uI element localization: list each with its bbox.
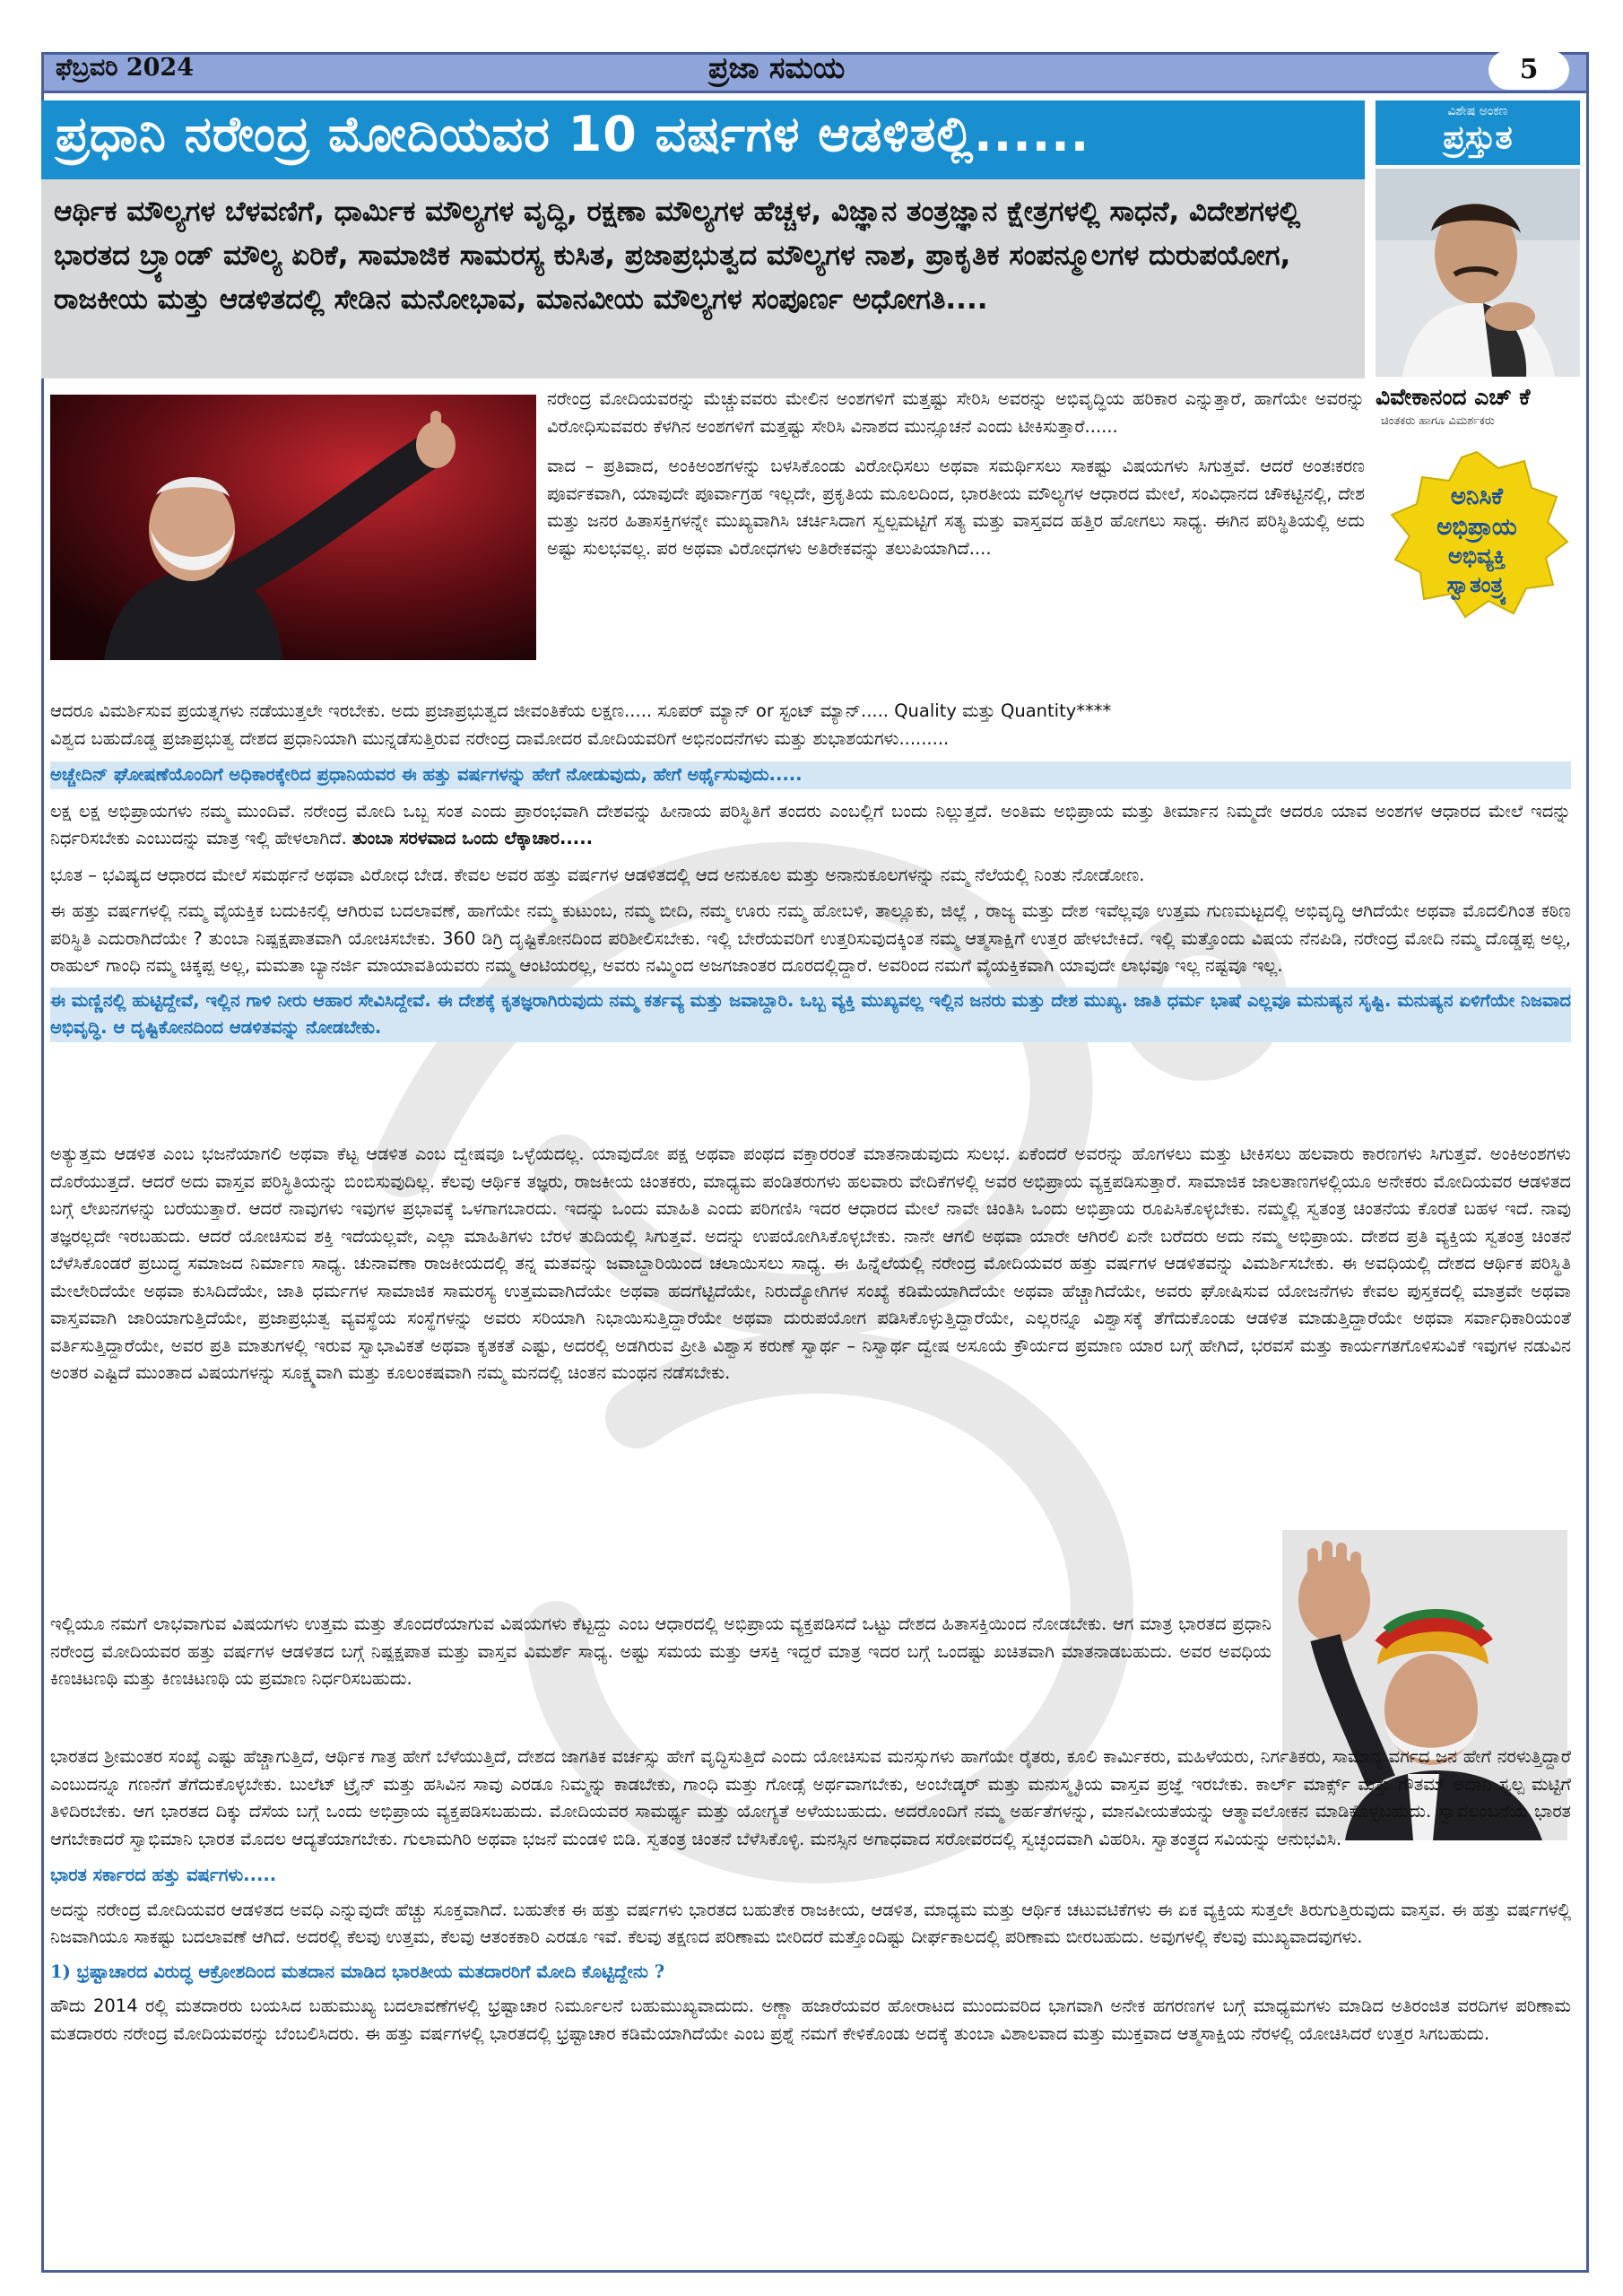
question-1: 1) ಭ್ರಷ್ಟಾಚಾರದ ವಿರುದ್ಧ ಆಕ್ರೋಶದಿಂದ ಮತದಾನ ಮಾಡಿದ ಭಾರತೀಯ ಮತದಾರರಿಗೆ ಮೋದಿ ಕೊಟ್ಟಿದ್ದೇನು ?: [50, 1961, 665, 1982]
subheading-achhe-din: ಅಚ್ಚೇದಿನ್ ಘೋಷಣೆಯೊಂದಿಗೆ ಅಧಿಕಾರಕ್ಕೇರಿದ ಪ್ರಧಾನಿಯವರ ಈ ಹತ್ತು ವರ್ಷಗಳನ್ನು ಹೇಗೆ ನೋಡುವುದು, ಹೇಗೆ ಅರ್ಥೈಸುವುದು.....: [50, 761, 1571, 789]
article-body-bottom: [50, 1744, 1571, 2048]
issue-date: ಫೆಬ್ರವರಿ 2024: [56, 54, 194, 82]
headline: ಪ್ರಧಾನಿ ನರೇಂದ್ರ ಮೋದಿಯವರ 10 ವರ್ಷಗಳ ಆಡಳಿತಲ್ಲಿ......: [56, 106, 1090, 162]
photo-modi-thumbs-up: [50, 395, 536, 660]
paragraph-4: ವಿಶ್ವದ ಬಹುದೊಡ್ಡ ಪ್ರಜಾಪ್ರಭುತ್ವ ದೇಶದ ಪ್ರಧಾನಿಯಾಗಿ ಮುನ್ನಡೆಸುತ್ತಿರುವ ನರೇಂದ್ರ ದಾಮೋದರ ಮೋದಿಯವರಿಗೆ ಅಭಿನಂದನೆಗಳು ಮತ್ತು ಶುಭಾಶಯಗಳು.........: [50, 727, 950, 749]
highlight-soil: ಈ ಮಣ್ಣಿನಲ್ಲಿ ಹುಟ್ಟಿದ್ದೇವೆ, ಇಲ್ಲಿನ ಗಾಳಿ ನೀರು ಆಹಾರ ಸೇವಿಸಿದ್ದೇವೆ. ಈ ದೇಶಕ್ಕೆ ಕೃತಜ್ಞರಾಗಿರುವುದು ನಮ್ಮ ಕರ್ತವ್ಯ ಮತ್ತು ಜವಾಬ್ದಾರಿ. ಒಬ್ಬ ವ್ಯಕ್ತಿ ಮುಖ್ಯವಲ್ಲ ಇಲ್ಲಿನ ಜನರು ಮತ್ತು ದೇಶ ಮುಖ್ಯ. ಜಾತಿ ಧರ್ಮ ಭಾಷೆ ಎಲ್ಲವೂ ಮನುಷ್ಯನ ಸೃಷ್ಟಿ. ಮನುಷ್ಯನ ಏಳಿಗೆಯೇ ನಿಜವಾದ ಅಭಿವೃದ್ಧಿ. ಆ ದೃಷ್ಟಿಕೋನದಿಂದ ಆಡಳಿತವನ್ನು ನೋಡಬೇಕು.: [50, 987, 1571, 1042]
special-column-big: ಪ್ರಸ್ತುತ: [1443, 119, 1513, 156]
author-photo: [1376, 169, 1580, 377]
paragraph-12: ಹೌದು 2014 ರಲ್ಲಿ ಮತದಾರರು ಬಯಸಿದ ಬಹುಮುಖ್ಯ ಬದಲಾವಣೆಗಳಲ್ಲಿ ಭ್ರಷ್ಟಾಚಾರ ನಿರ್ಮೂಲನೆ ಬಹುಮುಖ್ಯವಾದುದು. ಅಣ್ಣಾ ಹಜಾರೆಯವರ ಹೋರಾಟದ ಮುಂದುವರಿದ ಭಾಗವಾಗಿ ಅನೇಕ ಹಗರಣಗಳ ಬಗ್ಗೆ ಮಾಧ್ಯಮಗಳು ಮಾಡಿದ ಅತಿರಂಜಿತ ವರದಿಗಳ ಪರಿಣಾಮ ಮತದಾರರು ನರೇಂದ್ರ ಮೋದಿಯವರನ್ನು ಬೆಂಬಲಿಸಿದರು. ಈ ಹತ್ತು ವರ್ಷಗಳಲ್ಲಿ ಭಾರತದಲ್ಲಿ ಭ್ರಷ್ಟಾಚಾರ ಕಡಿಮೆಯಾಗಿದೆಯೇ ಎಂಬ ಪ್ರಶ್ನೆ ನಮಗೆ ಕೇಳಿಕೊಂಡು ಅದಕ್ಕೆ ತುಂಬಾ ವಿಶಾಲವಾದ ಮತ್ತು ಮುಕ್ತವಾದ ಆತ್ಮಸಾಕ್ಷಿಯ ನೆರಳಲ್ಲಿ ಯೋಚಿಸಿದರೆ ಉತ್ತರ ಸಿಗಬಹುದು.: [50, 1996, 1571, 2044]
author-role: ಚಿಂತಕರು ಹಾಗೂ ವಿಮರ್ಶಕರು: [1381, 414, 1495, 428]
special-column-small: ವಿಶೇಷ ಅಂಕಣ: [1447, 104, 1508, 118]
page-number: 5: [1488, 50, 1569, 90]
paragraph-5-text: ಲಕ್ಷ ಲಕ್ಷ ಅಭಿಪ್ರಾಯಗಳು ನಮ್ಮ ಮುಂದಿವೆ. ನರೇಂದ್ರ ಮೋದಿ ಒಬ್ಬ ಸಂತ ಎಂದು ಪ್ರಾರಂಭವಾಗಿ ದೇಶವನ್ನು ಹೀನಾಯ ಪರಿಸ್ಥಿತಿಗೆ ತಂದರು ಎಂಬಲ್ಲಿಗೆ ಬಂದು ನಿಲ್ಲುತ್ತದೆ. ಅಂತಿಮ ಅಭಿಪ್ರಾಯ ಮತ್ತು ತೀರ್ಮಾನ ನಿಮ್ಮದೇ ಆದರೂ ಯಾವ ಅಂಶಗಳ ಆಧಾರದ ಮೇಲೆ ಇದನ್ನು ನಿರ್ಧರಿಸಬೇಕು ಎಂಬುದನ್ನು ಮಾತ್ರ ಇಲ್ಲಿ ಹೇಳಲಾಗಿದೆ.: [50, 800, 1571, 848]
badge-line-3: ಅಭಿವ್ಯಕ್ತಿ: [1448, 544, 1506, 569]
summary-text: ಆರ್ಥಿಕ ಮೌಲ್ಯಗಳ ಬೆಳವಣಿಗೆ, ಧಾರ್ಮಿಕ ಮೌಲ್ಯಗಳ ವೃದ್ಧಿ, ರಕ್ಷಣಾ ಮೌಲ್ಯಗಳ ಹೆಚ್ಚಳ, ವಿಜ್ಞಾನ ತಂತ್ರಜ್ಞಾನ ಕ್ಷೇತ್ರಗಳಲ್ಲಿ ಸಾಧನೆ, ವಿದೇಶಗಳಲ್ಲಿ ಭಾರತದ ಬ್ರ್ಯಾಂಡ್ ಮೌಲ್ಯ ಏರಿಕೆ, ಸಾಮಾಜಿಕ ಸಾಮರಸ್ಯ ಕುಸಿತ, ಪ್ರಜಾಪ್ರಭುತ್ವದ ಮೌಲ್ಯಗಳ ನಾಶ, ಪ್ರಾಕೃತಿಕ ಸಂಪನ್ಮೂಲಗಳ ದುರುಪಯೋಗ, ರಾಜಕೀಯ ಮತ್ತು ಆಡಳಿತದಲ್ಲಿ ಸೇಡಿನ ಮನೋಭಾವ, ಮಾನವೀಯ ಮೌಲ್ಯಗಳ ಸಂಪೂರ್ಣ ಅಧೋಗತಿ....: [54, 196, 1301, 316]
paragraph-5: [50, 798, 1571, 853]
article-body-middle: [50, 1141, 1571, 1387]
paragraph-8: ಅತ್ಯುತ್ತಮ ಆಡಳಿತ ಎಂಬ ಭಜನೆಯಾಗಲಿ ಅಥವಾ ಕೆಟ್ಟ ಆಡಳಿತ ಎಂಬ ದ್ವೇಷವೂ ಒಳ್ಳೆಯದಲ್ಲ. ಯಾವುದೋ ಪಕ್ಷ ಅಥವಾ ಪಂಥದ ವಕ್ತಾರರಂತೆ ಮಾತನಾಡುವುದು ಸುಲಭ. ಏಕೆಂದರೆ ಅವರನ್ನು ಹೊಗಳಲು ಮತ್ತು ಟೀಕಿಸಲು ಹಲವಾರು ಕಾರಣಗಳು ಸಿಗುತ್ತವೆ. ಅಂಕಿಅಂಶಗಳು ದೊರೆಯುತ್ತದೆ. ಆದರೆ ಅದು ವಾಸ್ತವ ಪರಿಸ್ಥಿತಿಯನ್ನು ಬಿಂಬಿಸುವುದಿಲ್ಲ. ಕೆಲವು ಆರ್ಥಿಕ ತಜ್ಞರು, ರಾಜಕೀಯ ಚಿಂತಕರು, ಮಾಧ್ಯಮ ಪಂಡಿತರುಗಳು ಹಲವಾರು ವೇದಿಕೆಗಳಲ್ಲಿ ಅವರ ಅಭಿಪ್ರಾಯ ವ್ಯಕ್ತಪಡಿಸುತ್ತಾರೆ. ಸಾಮಾಜಿಕ ಜಾಲತಾಣಗಳಲ್ಲಿಯೂ ಅನೇಕರು ಮೋದಿಯವರ ಆಡಳಿತದ ಬಗ್ಗೆ ಲೇಖನಗಳನ್ನು ಬರೆಯುತ್ತಾರೆ. ಆದರೆ ನಾವುಗಳು ಇವುಗಳ ಪ್ರಭಾವಕ್ಕೆ ಒಳಗಾಗಬಾರದು. ಇದನ್ನು ಒಂದು ಮಾಹಿತಿ ಎಂದು ಪರಿಗಣಿಸಿ ಇದರ ಆಧಾರದ ಮೇಲೆ ನಾವೇ ಚಿಂತಿಸಿ ಒಂದು ಅಭಿಪ್ರಾಯ ರೂಪಿಸಿಕೊಳ್ಳಬೇಕು. ನಮ್ಮಲ್ಲಿ ಸ್ವತಂತ್ರ ಚಿಂತನೆಯ ಕೊರತೆ ಬಹಳ ಇದೆ. ನಾವು ತಜ್ಞರಲ್ಲದೇ ಇರಬಹುದು. ಆದರೆ ಯೋಚಿಸುವ ಶಕ್ತಿ ಇದೆಯಲ್ಲವೇ, ಎಲ್ಲಾ ಮಾಹಿತಿಗಳು ಬೆರಳ ತುದಿಯಲ್ಲಿ ಸಿಗುತ್ತವೆ. ಅದನ್ನು ಉಪಯೋಗಿಸಿಕೊಳ್ಳಬೇಕು. ನಾನೇ ಆಗಲಿ ಅಥವಾ ಯಾರೇ ಆಗಿರಲಿ ಏನೇ ಬರೆದರು ಅದು ನಮ್ಮ ಅಭಿಪ್ರಾಯ. ದೇಶದ ಪ್ರತಿ ವ್ಯಕ್ತಿಯ ಸ್ವತಂತ್ರ ಚಿಂತನೆ ಬೆಳೆಸಿಕೊಂಡರೆ ಪ್ರಬುದ್ಧ ಸಮಾಜದ ನಿರ್ಮಾಣ ಸಾಧ್ಯ. ಚುನಾವಣಾ ರಾಜಕೀಯದಲ್ಲಿ ತನ್ನ ಮತವನ್ನು ಜವಾಬ್ದಾರಿಯಿಂದ ಚಲಾಯಿಸಲು ಸಾಧ್ಯ. ಈ ಹಿನ್ನೆಲೆಯಲ್ಲಿ ನರೇಂದ್ರ ಮೋದಿಯವರ ಹತ್ತು ವರ್ಷಗಳ ಆಡಳಿತವನ್ನು ವಿಮರ್ಶಿಸಬೇಕು. ಈ ಅವಧಿಯಲ್ಲಿ ದೇಶದ ಆರ್ಥಿಕ ಪರಿಸ್ಥಿತಿ ಮೇಲೇರಿದೆಯೇ ಅಥವಾ ಕುಸಿದಿದೆಯೇ, ಜಾತಿ ಧರ್ಮಗಳ ಸಾಮಾಜಿಕ ಸಾಮರಸ್ಯ ಉತ್ತಮವಾಗಿದೆಯೇ ಅಥವಾ ಹದಗೆಟ್ಟಿದೆಯೇ, ನಿರುದ್ಯೋಗಿಗಳ ಸಂಖ್ಯೆ ಕಡಿಮೆಯಾಗಿದೆಯೇ ಅಥವಾ ಹೆಚ್ಚಾಗಿದೆಯೇ, ಅವರು ಘೋಷಿಸುವ ಯೋಜನೆಗಳು ಕೇವಲ ಪುಸ್ತಕದಲ್ಲಿ ಮಾತ್ರವೇ ಅಥವಾ ವಾಸ್ತವವಾಗಿ ಜಾರಿಯಾಗುತ್ತಿದೆಯೇ, ಪ್ರಜಾಪ್ರಭುತ್ವ ವ್ಯವಸ್ಥೆಯ ಸಂಸ್ಥೆಗಳನ್ನು ಅವರು ಸರಿಯಾಗಿ ನಿಭಾಯಿಸುತ್ತಿದ್ದಾರೆಯೇ ಅಥವಾ ದುರುಪಯೋಗ ಪಡಿಸಿಕೊಳ್ಳುತ್ತಿದ್ದಾರೆಯೇ, ಎಲ್ಲರನ್ನೂ ವಿಶ್ವಾಸಕ್ಕೆ ತೆಗೆದುಕೊಂಡು ಆಡಳಿತ ಮಾಡುತ್ತಿದ್ದಾರೆಯೇ ಅಥವಾ ಸರ್ವಾಧಿಕಾರಿಯಂತೆ ವರ್ತಿಸುತ್ತಿದ್ದಾರೆಯೇ, ಅವರ ಪ್ರತಿ ಮಾತುಗಳಲ್ಲಿ ಇರುವ ಸ್ವಾಭಾವಿಕತೆ ಅಥವಾ ಕೃತಕತೆ ಎಷ್ಟು, ಅದರಲ್ಲಿ ಅಡಗಿರುವ ಪ್ರೀತಿ ವಿಶ್ವಾಸ ಕರುಣೆ ಸ್ವಾರ್ಥ – ನಿಸ್ವಾರ್ಥ ದ್ವೇಷ ಅಸೂಯೆ ಕ್ರೌರ್ಯದ ಪ್ರಮಾಣ ಯಾರ ಬಗ್ಗೆ ಹೇಗಿದೆ, ಭರವಸೆ ಮತ್ತು ಕಾರ್ಯಗತಗೊಳಿಸುವಿಕೆ ಇವುಗಳ ನಡುವಿನ ಅಂತರ ಎಷ್ಟಿದೆ ಮುಂತಾದ ವಿಷಯಗಳನ್ನು ಸೂಕ್ಷ್ಮವಾಗಿ ಮತ್ತು ಕೂಲಂಕಷವಾಗಿ ನಮ್ಮ ಮನದಲ್ಲಿ ಚಿಂತನ ಮಂಥನ ನಡೆಸಬೇಕು.: [50, 1144, 1571, 1383]
intro-paragraph-2: ವಾದ – ಪ್ರತಿವಾದ, ಅಂಕಿಅಂಶಗಳನ್ನು ಬಳಸಿಕೊಂಡು ವಿರೋಧಿಸಲು ಅಥವಾ ಸಮರ್ಥಿಸಲು ಸಾಕಷ್ಟು ವಿಷಯಗಳು ಸಿಗುತ್ತವೆ. ಆದರೆ ಅಂತಃಕರಣ ಪೂರ್ವಕವಾಗಿ, ಯಾವುದೇ ಪೂರ್ವಾಗ್ರಹ ಇಲ್ಲದೇ, ಪ್ರಕೃತಿಯ ಮೂಲದಿಂದ, ಭಾರತೀಯ ಮೌಲ್ಯಗಳ ಆಧಾರದ ಮೇಲೆ, ಸಂವಿಧಾನದ ಚೌಕಟ್ಟಿನಲ್ಲಿ, ದೇಶ ಮತ್ತು ಜನರ ಹಿತಾಸಕ್ತಿಗಳನ್ನೇ ಮುಖ್ಯವಾಗಿಸಿ ಚರ್ಚಿಸಿದಾಗ ಸ್ವಲ್ಪಮಟ್ಟಿಗೆ ಸತ್ಯ ಮತ್ತು ವಾಸ್ತವದ ಹತ್ತಿರ ಹೋಗಲು ಸಾಧ್ಯ. ಈಗಿನ ಪರಿಸ್ಥಿತಿಯಲ್ಲಿ ಅದು ಅಷ್ಟು ಸುಲಭವಲ್ಲ. ಪರ ಅಥವಾ ವಿರೋಧಗಳು ಅತಿರೇಕವನ್ನು ತಲುಪಿಯಾಗಿದೆ....: [547, 456, 1365, 559]
badge-line-1: ಅನಿಸಿಕೆ: [1450, 483, 1504, 510]
intro-paragraph-1: ನರೇಂದ್ರ ಮೋದಿಯವರನ್ನು ಮೆಚ್ಚುವವರು ಮೇಲಿನ ಅಂಶಗಳಿಗೆ ಮತ್ತಷ್ಟು ಸೇರಿಸಿ ಅವರನ್ನು ಅಭಿವೃದ್ಧಿಯ ಹರಿಕಾರ ಎನ್ನುತ್ತಾರೆ, ಹಾಗೆಯೇ ಅವರನ್ನು ವಿರೋಧಿಸುವವರು ಕೆಳಗಿನ ಅಂಶಗಳಿಗೆ ಮತ್ತಷ್ಟು ಸೇರಿಸಿ ವಿನಾಶದ ಮುನ್ಸೂಚನೆ ಎಂದು ಟೀಕಿಸುತ್ತಾರೆ......: [547, 388, 1365, 437]
article-body-wrapped: [50, 1611, 1271, 1693]
opinion-badge: [1379, 448, 1575, 619]
paragraph-7: ಈ ಹತ್ತು ವರ್ಷಗಳಲ್ಲಿ ನಮ್ಮ ವೈಯಕ್ತಿಕ ಬದುಕಿನಲ್ಲಿ ಆಗಿರುವ ಬದಲಾವಣೆ, ಹಾಗೆಯೇ ನಮ್ಮ ಕುಟುಂಬ, ನಮ್ಮ ಬೀದಿ, ನಮ್ಮ ಊರು ನಮ್ಮ ಹೋಬಳಿ, ತಾಲ್ಲೂಕು, ಜಿಲ್ಲೆ , ರಾಜ್ಯ ಮತ್ತು ದೇಶ ಇವೆಲ್ಲವೂ ಉತ್ತಮ ಗುಣಮಟ್ಟದಲ್ಲಿ ಅಭಿವೃದ್ಧಿ ಆಗಿದೆಯೇ ಅಥವಾ ಮೊದಲಿಗಿಂತ ಕಠಿಣ ಪರಿಸ್ಥಿತಿ ಎದುರಾಗಿದೆಯೇ ? ತುಂಬಾ ನಿಷ್ಪಕ್ಷಪಾತವಾಗಿ ಯೋಚಿಸಬೇಕು. 360 ಡಿಗ್ರಿ ದೃಷ್ಟಿಕೋನದಿಂದ ಪರಿಶೀಲಿಸಬೇಕು. ಇಲ್ಲಿ ಬೇರೆಯವರಿಗೆ ಉತ್ತರಿಸುವುದಕ್ಕಿಂತ ನಮ್ಮ ಆತ್ಮಸಾಕ್ಷಿಗೆ ಉತ್ತರ ಹೇಳಬೇಕಿದೆ. ಇಲ್ಲಿ ಮತ್ತೊಂದು ವಿಷಯ ನೆನಪಿಡಿ, ನರೇಂದ್ರ ಮೋದಿ ನಮ್ಮ ದೊಡ್ಡಪ್ಪ ಅಲ್ಲ, ರಾಹುಲ್ ಗಾಂಧಿ ನಮ್ಮ ಚಿಕ್ಕಪ್ಪ ಅಲ್ಲ, ಮಮತಾ ಬ್ಯಾನರ್ಜಿ ಮಾಯಾವತಿಯವರು ನಮ್ಮ ಆಂಟಿಯರಲ್ಲ, ಅವರು ನಮ್ಮಿಂದ ಅಜಗಜಾಂತರ ದೂರದಲ್ಲಿದ್ದಾರೆ. ಅವರಿಂದ ನಮಗೆ ವೈಯಕ್ತಿಕವಾಗಿ ಯಾವುದೇ ಲಾಭವೂ ಇಲ್ಲ ನಷ್ಟವೂ ಇಲ್ಲ.: [50, 900, 1571, 976]
subheading-ten-years: ಭಾರತ ಸರ್ಕಾರದ ಹತ್ತು ವರ್ಷಗಳು.....: [50, 1865, 277, 1885]
badge-line-4: ಸ್ವಾತಂತ್ರ್ಯ: [1446, 572, 1507, 597]
paragraph-11: ಅದನ್ನು ನರೇಂದ್ರ ಮೋದಿಯವರ ಆಡಳಿತದ ಅವಧಿ ಎನ್ನುವುದೇ ಹೆಚ್ಚು ಸೂಕ್ತವಾಗಿದೆ. ಬಹುತೇಕ ಈ ಹತ್ತು ವರ್ಷಗಳು ಭಾರತದ ಬಹುತೇಕ ರಾಜಕೀಯ, ಆಡಳಿತ, ಮಾಧ್ಯಮ ಮತ್ತು ಆರ್ಥಿಕ ಚಟುವಟಿಕೆಗಳು ಈ ಏಕ ವ್ಯಕ್ತಿಯ ಸುತ್ತಲೇ ತಿರುಗುತ್ತಿರುವುದು ವಾಸ್ತವ. ಈ ಹತ್ತು ವರ್ಷಗಳಲ್ಲಿ ನಿಜವಾಗಿಯೂ ಸಾಕಷ್ಟು ಬದಲಾವಣೆ ಆಗಿದೆ. ಅದರಲ್ಲಿ ಕೆಲವು ಉತ್ತಮ, ಕೆಲವು ಆತಂಕಕಾರಿ ಎರಡೂ ಇವೆ. ಕೆಲವು ತಕ್ಷಣದ ಪರಿಣಾಮ ಬೀರಿದರೆ ಮತ್ತೊಂದಿಷ್ಟು ದೀರ್ಘಕಾಲದಲ್ಲಿ ಪರಿಣಾಮ ಬೀರಬಹುದು. ಅವುಗಳಲ್ಲಿ ಕೆಲವು ಮುಖ್ಯವಾದವುಗಳು.: [50, 1899, 1571, 1947]
intro-column: [547, 386, 1365, 562]
paragraph-10: ಭಾರತದ ಶ್ರೀಮಂತರ ಸಂಖ್ಯೆ ಎಷ್ಟು ಹೆಚ್ಚಾಗುತ್ತಿದೆ, ಆರ್ಥಿಕ ಗಾತ್ರ ಹೇಗೆ ಬೆಳೆಯುತ್ತಿದೆ, ದೇಶದ ಜಾಗತಿಕ ವರ್ಚಸ್ಸು ಹೇಗೆ ವೃದ್ಧಿಸುತ್ತಿದೆ ಎಂದು ಯೋಚಿಸುವ ಮನಸ್ಸುಗಳು ಹಾಗೆಯೇ ರೈತರು, ಕೂಲಿ ಕಾರ್ಮಿಕರು, ಮಹಿಳೆಯರು, ನಿರ್ಗತಿಕರು, ಸಾಮಾನ್ಯ ವರ್ಗದ ಜನ ಹೇಗೆ ನರಳುತ್ತಿದ್ದಾರೆ ಎಂಬುದನ್ನೂ ಗಣನೆಗೆ ತೆಗೆದುಕೊಳ್ಳಬೇಕು. ಬುಲೆಟ್ ಟ್ರೈನ್ ಮತ್ತು ಹಸಿವಿನ ಸಾವು ಎರಡೂ ನಿಮ್ಮನ್ನು ಕಾಡಬೇಕು, ಗಾಂಧಿ ಮತ್ತು ಗೋಡ್ಸೆ ಅರ್ಥವಾಗಬೇಕು, ಅಂಬೇಡ್ಕರ್ ಮತ್ತು ಮನುಸ್ಮೃತಿಯ ವಾಸ್ತವ ಪ್ರಜ್ಞೆ ಇರಬೇಕು. ಕಾರ್ಲ್ ಮಾರ್ಕ್ಸ್ ಮತ್ತು ಗೌತಮ್ ಅದಾನಿ ಸ್ವಲ್ಪ ಮಟ್ಟಿಗೆ ತಿಳಿದಿರಬೇಕು. ಆಗ ಭಾರತದ ದಿಕ್ಕು ದೆಸೆಯ ಬಗ್ಗೆ ಒಂದು ಅಭಿಪ್ರಾಯ ವ್ಯಕ್ತಪಡಿಸಬಹುದು. ಮೋದಿಯವರ ಸಾಮರ್ಥ್ಯ ಮತ್ತು ಯೋಗ್ಯತೆ ಅಳೆಯಬಹುದು. ಅದರೊಂದಿಗೆ ನಮ್ಮ ಅರ್ಹತೆಗಳನ್ನು, ಮಾನವೀಯತೆಯನ್ನು ಆತ್ಮಾವಲೋಕನ ಮಾಡಿಕೊಳ್ಳಬಹುದು. ಸ್ವಾವಲಂಬನೆಯ ಭಾರತ ಆಗಬೇಕಾದರೆ ಸ್ವಾಭಿಮಾನಿ ಭಾರತ ಮೊದಲ ಆದ್ಯತೆಯಾಗಬೇಕು. ಗುಲಾಮಗಿರಿ ಅಥವಾ ಭಜನೆ ಮಂಡಳಿ ಬಿಡಿ. ಸ್ವತಂತ್ರ ಚಿಂತನೆ ಬೆಳೆಸಿಕೊಳ್ಳಿ. ಮನಸ್ಸಿನ ಅಗಾಧವಾದ ಸರೋವರದಲ್ಲಿ ಸ್ವಚ್ಛಂದವಾಗಿ ವಿಹರಿಸಿ. ಸ್ವಾತಂತ್ರ್ಯದ ಸವಿಯನ್ನು ಅನುಭವಿಸಿ.: [50, 1746, 1572, 1849]
author-name: ವಿವೇಕಾನಂದ ಎಚ್ ಕೆ: [1376, 384, 1531, 410]
paragraph-6: ಭೂತ – ಭವಿಷ್ಯದ ಆಧಾರದ ಮೇಲೆ ಸಮರ್ಥನೆ ಅಥವಾ ವಿರೋಧ ಬೇಡ. ಕೇವಲ ಅವರ ಹತ್ತು ವರ್ಷಗಳ ಆಡಳಿತದಲ್ಲಿ ಆದ ಅನುಕೂಲ ಮತ್ತು ಅನಾನುಕೂಲಗಳನ್ನು ನಮ್ಮ ನೆಲೆಯಲ್ಲಿ ನಿಂತು ನೋಡೋಣ.: [50, 864, 1145, 885]
article-body-top: [50, 698, 1571, 1042]
special-column-label: [1376, 100, 1580, 165]
paragraph-5-bold: ತುಂಬಾ ಸರಳವಾದ ಒಂದು ಲೆಕ್ಕಾಚಾರ.....: [352, 828, 594, 848]
badge-line-2: ಅಭಿಪ್ರಾಯ: [1436, 514, 1517, 541]
paragraph-3: ಆದರೂ ವಿಮರ್ಶಿಸುವ ಪ್ರಯತ್ನಗಳು ನಡೆಯುತ್ತಲೇ ಇರಬೇಕು. ಅದು ಪ್ರಜಾಪ್ರಭುತ್ವದ ಜೀವಂತಿಕೆಯ ಲಕ್ಷಣ..... ಸೂಪರ್ ಮ್ಯಾನ್ or ಸ್ಟಂಟ್ ಮ್ಯಾನ್..... Quality ಮತ್ತು Quantity****: [50, 700, 1112, 721]
publication-name: ಪ್ರಜಾ ಸಮಯ: [708, 50, 846, 85]
paragraph-9: ಇಲ್ಲಿಯೂ ನಮಗೆ ಲಾಭವಾಗುವ ವಿಷಯಗಳು ಉತ್ತಮ ಮತ್ತು ತೊಂದರೆಯಾಗುವ ವಿಷಯಗಳು ಕೆಟ್ಟದ್ದು ಎಂಬ ಆಧಾರದಲ್ಲಿ ಅಭಿಪ್ರಾಯ ವ್ಯಕ್ತಪಡಿಸದೆ ಒಟ್ಟು ದೇಶದ ಹಿತಾಸಕ್ತಿಯಿಂದ ನೋಡಬೇಕು. ಆಗ ಮಾತ್ರ ಭಾರತದ ಪ್ರಧಾನಿ ನರೇಂದ್ರ ಮೋದಿಯವರ ಹತ್ತು ವರ್ಷಗಳ ಆಡಳಿತದ ಬಗ್ಗೆ ನಿಷ್ಪಕ್ಷಪಾತ ಮತ್ತು ವಾಸ್ತವ ವಿಮರ್ಶೆ ಸಾಧ್ಯ. ಅಷ್ಟು ಸಮಯ ಮತ್ತು ಆಸಕ್ತಿ ಇದ್ದರೆ ಮಾತ್ರ ಇದರ ಬಗ್ಗೆ ಒಂದಷ್ಟು ಖಚಿತವಾಗಿ ಮಾತನಾಡಬಹುದು. ಅವರ ಅವಧಿಯ ಕಿಣಚಿಟಣಥಿ ಮತ್ತು ಕಿಣಚಿಟಣಥಿ ಯ ಪ್ರಮಾಣ ನಿರ್ಧರಿಸಬಹುದು.: [50, 1613, 1271, 1689]
